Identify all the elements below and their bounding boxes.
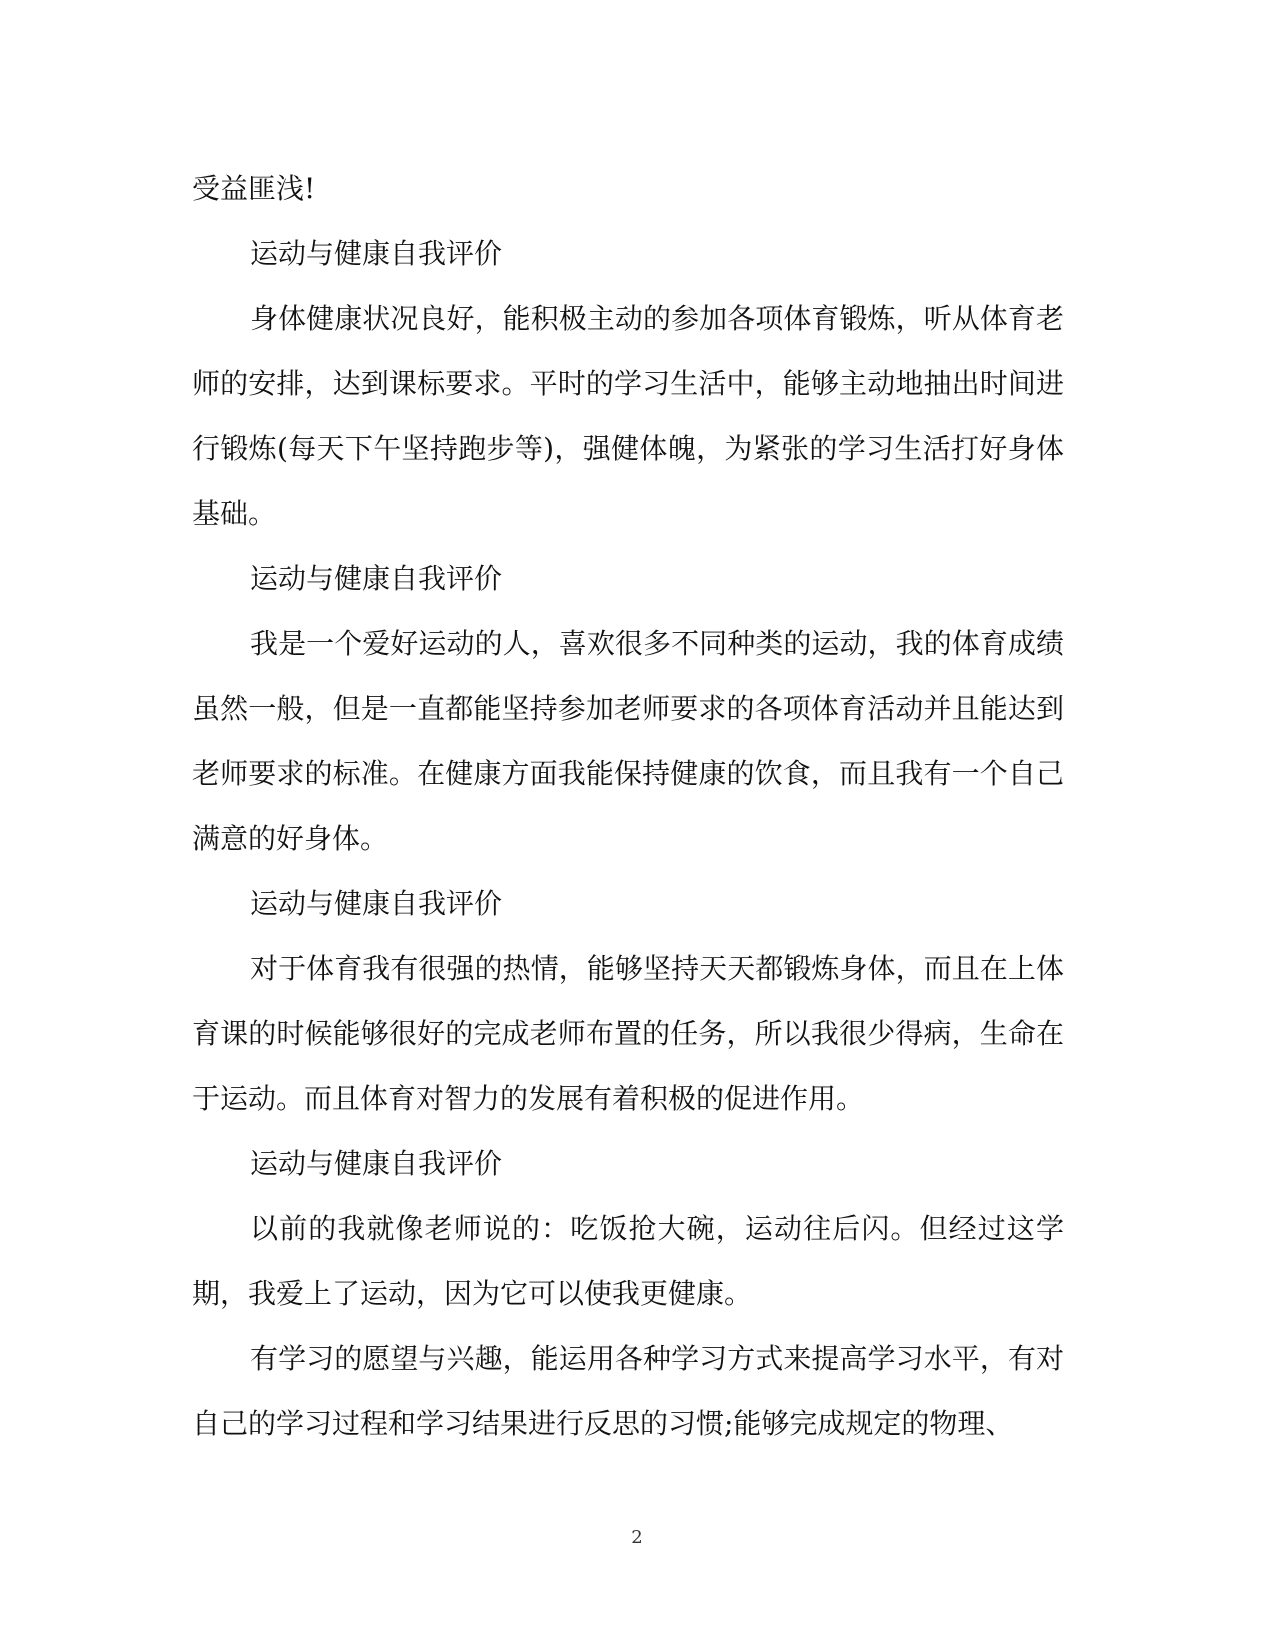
paragraph: 对于体育我有很强的热情，能够坚持天天都锻炼身体，而且在上体育课的时候能够很好的完成老师布置的任务，所以我很少得病，生命在于运动。而且体育对智力的发展有着积极的促进作用。 <box>192 952 1064 1115</box>
paragraph: 身体健康状况良好，能积极主动的参加各项体育锻炼，听从体育老师的安排，达到课标要求。平时的学习生活中，能够主动地抽出时间进行锻炼(每天下午坚持跑步等)，强健体魄，为紧张的学习生活打好身体基础。 <box>192 302 1064 530</box>
section-heading: 运动与健康自我评价 <box>250 562 503 595</box>
section-heading: 运动与健康自我评价 <box>250 1147 503 1180</box>
section-heading: 运动与健康自我评价 <box>250 237 503 270</box>
paragraph: 以前的我就像老师说的：吃饭抢大碗，运动往后闪。但经过这学期，我爱上了运动，因为它可以使我更健康。 <box>192 1212 1064 1310</box>
section-heading: 运动与健康自我评价 <box>250 887 503 920</box>
paragraph: 我是一个爱好运动的人，喜欢很多不同种类的运动，我的体育成绩虽然一般，但是一直都能坚持参加老师要求的各项体育活动并且能达到老师要求的标准。在健康方面我能保持健康的饮食，而且我有一个自己满意的好身体。 <box>192 627 1064 855</box>
page-number: 2 <box>631 1527 643 1548</box>
document-body <box>192 156 1064 1456</box>
paragraph: 有学习的愿望与兴趣，能运用各种学习方式来提高学习水平，有对自己的学习过程和学习结果进行反思的习惯;能够完成规定的物理、 <box>192 1342 1064 1440</box>
paragraph-continuation: 受益匪浅! <box>192 172 316 205</box>
